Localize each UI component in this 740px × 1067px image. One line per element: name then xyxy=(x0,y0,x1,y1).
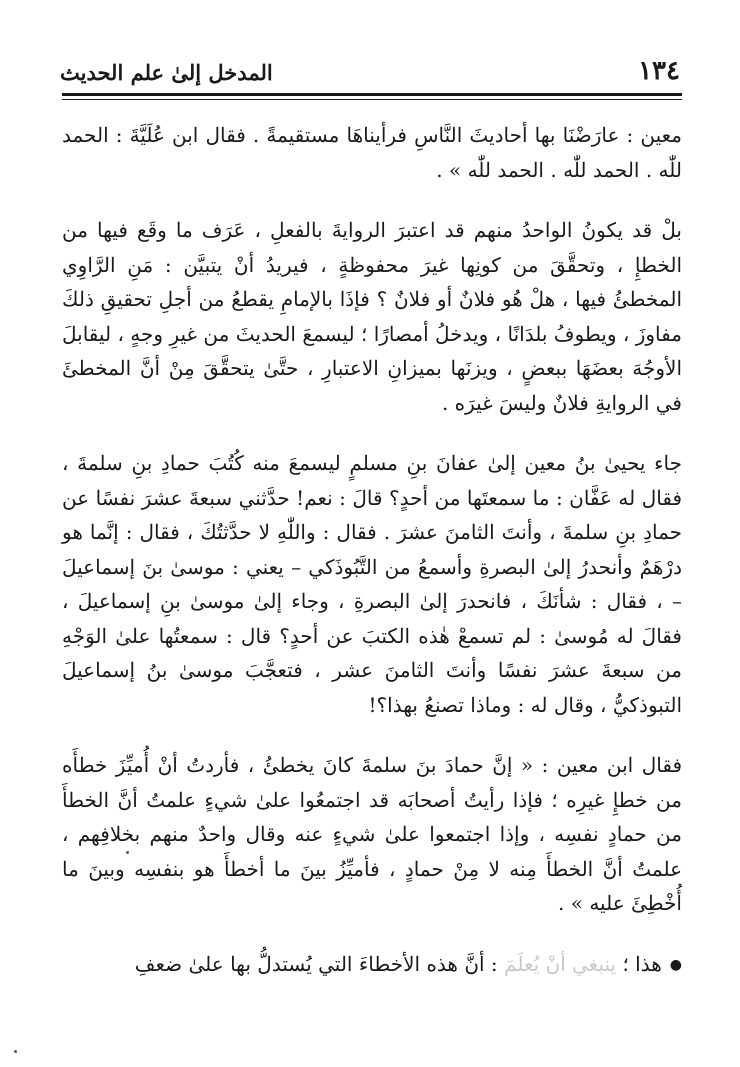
ink-speck xyxy=(126,851,129,854)
paragraph-1: معين : عارَضْنَا بها أحاديثَ النَّاسِ فرأيناهَا مستقيمةً . فقال ابن عُلَيَّةَ : الحمد للّٰه . الحمد للّٰه . الحمد للّٰه » . xyxy=(62,123,682,182)
body-text xyxy=(62,118,682,1008)
paragraph-3: جاء يحيىٰ بنُ معين إلىٰ عفانَ بنِ مسلمٍ ليسمعَ منه كُتُبَ حمادِ بنِ سلمةَ ، فقال له عَفَّان : ما سمعتَها من أحدٍ؟ قالَ : نعم! حدَّثني سبعةَ عشرَ نفسًا عن حمادِ بنِ سلمةَ ، وأنتَ الثامنَ عشرَ . فقال : واللّٰهِ لا حدَّثتُكَ ، فقال : إنَّما هو درْهَمٌ وأنحدرُ إلىٰ البصرةِ وأسمعُ من التَّبُوذَكي – يعني : موسىٰ بنَ إسماعيلَ – ، فقال : شأنَكَ ، فانحدرَ إلىٰ البصرةِ ، وجاء إلىٰ موسىٰ بنِ إسماعيلَ ، فقالَ له مُوسىٰ : لم تسمعْ هٰذه الكتبَ عن أحدٍ؟ قال : سمعتُها علىٰ الوَجْهِ من سبعةَ عشرَ نفسًا وأنتَ الثامنَ عشر ، فتعجَّبَ موسىٰ بنُ إسماعيلَ التبوذكيُّ ، وقال له : وماذا تصنعُ بهذا؟! xyxy=(62,451,682,717)
paragraph-5 xyxy=(62,947,682,983)
paragraph-2: بلْ قد يكونُ الواحدُ منهم قد اعتبرَ الروايةَ بالفعلِ ، عَرَف ما وقَع فيها من الخطإِ ، وتحقَّقَ من كونِها غيرَ محفوظةٍ ، فيريدُ أنْ يتبيَّن : مَنِ الرَّاوِي المخطئُ فيها ، هلْ هُو فلانٌ أو فلانٌ ؟ فإذَا بالإمامِ يقطعُ من أجلِ تحقيقِ ذلكَ مفاوزَ ، ويطوفُ بلدَانًا ، ويدخلُ أمصارًا ؛ ليسمعَ الحديثَ من غيرِ وجهٍ ، ليقابلَ الأوجُهَ بعضَهَا ببعضٍ ، ويزنَها بميزانِ الاعتبارِ ، حتَّىٰ يتحقَّقَ مِنْ أنَّ المخطئَ في الروايةِ فلانٌ وليسَ غيرَه . xyxy=(62,218,682,415)
paragraph-5-faded-text: ينبغي أنْ يُعلَمَ xyxy=(504,951,617,976)
bullet-icon: ● xyxy=(669,956,682,973)
ink-speck xyxy=(14,1050,17,1053)
paragraph-5-start: هذا ؛ xyxy=(622,951,662,976)
header-rule-thick xyxy=(62,93,682,96)
page-header xyxy=(60,52,680,92)
paragraph-5-rest: : أنَّ هذه الأخطاءَ التي يُستدلُّ بها علىٰ ضعفِ xyxy=(134,951,498,976)
header-rule-thin xyxy=(62,99,682,100)
running-title: المدخل إلىٰ علم الحديث xyxy=(60,60,273,85)
page-number: ١٣٤ xyxy=(638,56,680,86)
paragraph-4: فقال ابن معين : « إنَّ حمادَ بنَ سلمةَ كانَ يخطئُ ، فأردتُ أنْ أُميِّزَ خطأَه من خطإِ غيرِه ؛ فإذا رأيتُ أصحابَه قد اجتمعُوا علىٰ شيءٍ علمتُ أنَّ الخطأَ من حمادٍ نفسِه ، وإذا اجتمعوا علىٰ شيءٍ عنه وقال واحدٌ منهم بخلافِهم ، علمتُ أنَّ الخطأَ مِنه لا مِنْ حمادٍ ، فأميِّزُ بينَ ما أخطأَ هو بنفسِه وبينَ ما أُخْطِئَ عليه » . xyxy=(62,753,682,915)
